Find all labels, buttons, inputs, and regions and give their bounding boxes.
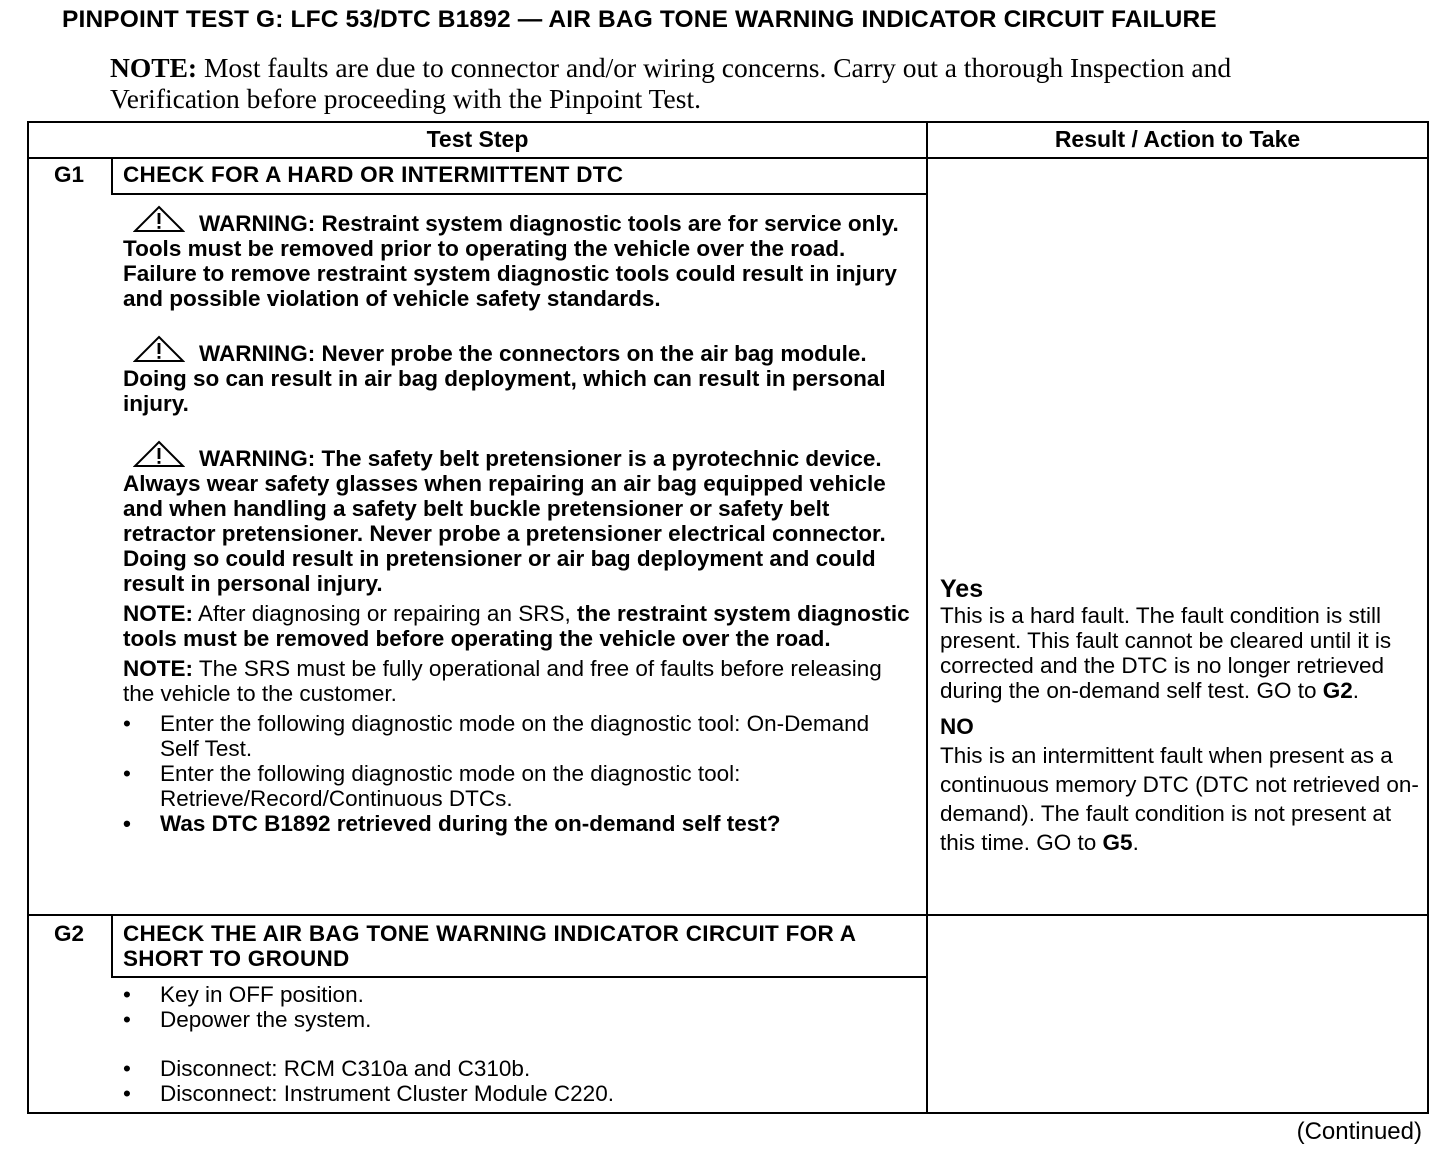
result-g1	[940, 575, 1422, 857]
note-text: The SRS must be fully operational and free of faults before releasing the vehicle to the customer.	[123, 656, 882, 706]
step-title-g2: CHECK THE AIR BAG TONE WARNING INDICATOR CIRCUIT FOR A SHORT TO GROUND	[123, 921, 856, 971]
result-yes-heading: Yes	[940, 575, 984, 603]
goto-g5-link: G5	[1102, 830, 1133, 855]
warning-2-text: : Never probe the connectors on the air bag module. Doing so can result in air bag deployment, which can result in personal injury.	[123, 341, 886, 416]
result-yes-text	[940, 603, 1422, 703]
step-body-g2	[123, 982, 913, 1106]
warning-1-text: : Restraint system diagnostic tools are for service only. Tools must be removed prior to operating the vehicle over the road. Failure to remove restraint system diagnostic tools could result in injury and possible violation of vehicle safety standards.	[123, 211, 899, 311]
list-item: • Key in OFF position.	[123, 982, 913, 1007]
header-test-step: Test Step	[426, 126, 529, 152]
list-item: • Disconnect: RCM C310a and C310b.	[123, 1056, 913, 1081]
g1-g2-row-divider	[27, 914, 1429, 916]
g2-step-list-a	[123, 982, 913, 1032]
header-result-action: Result / Action to Take	[1054, 126, 1301, 152]
warning-triangle-icon	[133, 205, 185, 233]
step-body-g1	[123, 205, 913, 836]
warning-2-label: WARNING	[199, 341, 308, 366]
warning-triangle-icon	[133, 335, 185, 363]
column-divider-step-id-g2	[111, 916, 113, 977]
g1-step-list	[123, 711, 913, 836]
warning-2	[123, 335, 913, 416]
warning-triangle-icon	[133, 440, 185, 468]
g2-step-list-b	[123, 1056, 913, 1106]
result-yes-body: This is a hard fault. The fault condition is still present. This fault cannot be cleared until it is corrected and the DTC is no longer retrieved during the on-demand self test. GO to	[940, 603, 1392, 703]
list-item: • Disconnect: Instrument Cluster Module C220.	[123, 1081, 913, 1106]
note-label: NOTE:	[123, 601, 193, 626]
result-no-text	[940, 741, 1422, 857]
list-item: • Enter the following diagnostic mode on the diagnostic tool: Retrieve/Record/Continuous DTCs.	[123, 761, 913, 811]
note-bold-text: the restraint system diagnostic tools must be removed before operating the vehicle over the road.	[123, 601, 910, 651]
continued-label: (Continued)	[1296, 1118, 1422, 1145]
warning-1	[123, 205, 913, 311]
result-no-end: .	[1132, 830, 1139, 855]
intro-note-text: Most faults are due to connector and/or wiring concerns. Carry out a thorough Inspection and Verification before proceeding with the Pinpoint Test.	[110, 52, 1232, 114]
intro-note	[110, 52, 1260, 114]
result-no-heading: NO	[940, 714, 974, 739]
note-text: After diagnosing or repairing an SRS,	[193, 601, 577, 626]
intro-note-label: NOTE:	[110, 52, 198, 83]
step-id-g2: G2	[53, 921, 84, 946]
g2-title-divider	[111, 976, 927, 978]
page-title: PINPOINT TEST G: LFC 53/DTC B1892 — AIR BAG TONE WARNING INDICATOR CIRCUIT FAILURE	[62, 6, 1217, 33]
note-srs-operational	[123, 656, 913, 706]
result-yes-end: .	[1352, 678, 1359, 703]
g1-title-divider	[111, 193, 927, 195]
list-item: • Depower the system.	[123, 1007, 913, 1032]
column-divider-result	[926, 121, 928, 1114]
warning-3-label: WARNING	[199, 446, 308, 471]
warning-1-label: WARNING	[199, 211, 308, 236]
warning-3-text: : The safety belt pretensioner is a pyrotechnic device. Always wear safety glasses when repairing an air bag equipped vehicle and when handling a safety belt buckle pretensioner or safety belt retractor pretensioner. Never probe a pretensioner electrical connector. Doing so could result in pretensioner or air bag deployment and could result in personal injury.	[123, 446, 886, 596]
note-srs-tools	[123, 601, 913, 651]
list-item-question: • Was DTC B1892 retrieved during the on-demand self test?	[123, 811, 913, 836]
goto-g2-link: G2	[1322, 678, 1353, 703]
result-no-body: This is an intermittent fault when present as a continuous memory DTC (DTC not retrieved on-demand). The fault condition is not present at this time. GO to	[940, 743, 1419, 855]
step-id-g1: G1	[53, 162, 84, 187]
warning-3	[123, 440, 913, 596]
note-label: NOTE:	[123, 656, 193, 681]
step-title-g1: CHECK FOR A HARD OR INTERMITTENT DTC	[123, 162, 624, 187]
column-divider-step-id-g1	[111, 157, 113, 194]
header-row-divider	[27, 157, 1429, 159]
list-item: • Enter the following diagnostic mode on the diagnostic tool: On-Demand Self Test.	[123, 711, 913, 761]
